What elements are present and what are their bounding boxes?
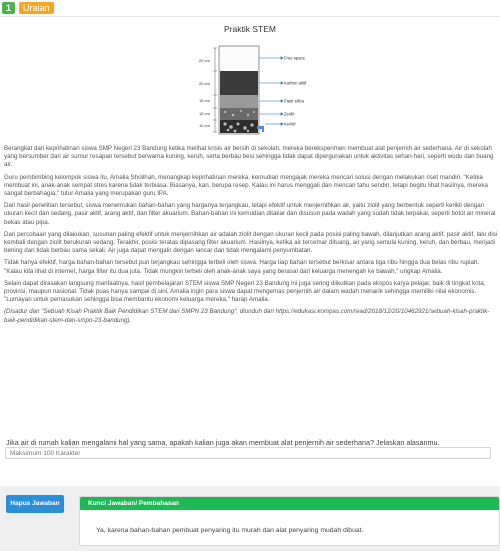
article-source: (Disadur dan "Sebuah Kisah Praktik Baik Pendidikan STEM dari SMPN 23 Bandung", diunduh dari https://edukasi.kompas.com/read/2018/12/20/10462921/sebuah-kisah-praktik-baik-pendidikan-stem-dan-smpn-23-bandung). [4, 308, 490, 324]
question-number-badge: 1 [2, 2, 15, 14]
dimension-label: 20 cm [199, 81, 210, 86]
question-header [0, 0, 500, 17]
layer-label: Free space [284, 55, 305, 61]
article-paragraph: Guru pembimbing kelompok siswa itu, Amalia Sholihah, menangkap keprihatinan mereka, kemudian mengajak mereka mencari solusi dengan melakukan riset mandiri. "Ketika membuat ini, anak-anak sempat stres karena tidak terbiasa. Biasanya, kan, berupa resep. Kalau ini harus menggali dan mencari tahu sendiri, tetapi begitu lihat hasilnya, mereka sangat berbahagia," tutur Amalia yang merupakan guru IPA. [4, 173, 488, 198]
key-answer-box [79, 496, 500, 546]
water-filter-diagram [185, 38, 320, 138]
question-prompt: Jika air di rumah kalian mengalami hal yang sama, apakah kalian juga akan membuat alat penjernih air sederhana? Jelaskan alasanmu. [6, 438, 440, 447]
figure-title: Praktik STEM [224, 24, 276, 34]
dimension-label: 10 cm [199, 123, 210, 128]
zeolite-layer [220, 108, 258, 120]
layer-label: Karbon aktif [284, 80, 307, 86]
layer-label: Kerikil [284, 121, 296, 127]
silica-layer [220, 95, 258, 108]
key-answer-title: Kunci Jawaban/ Pembahasan [80, 497, 499, 510]
question-type-badge: Uraian [19, 2, 54, 14]
article-paragraph: Dari hasil penelitian tersebut, siswa menemukan bahan-bahan yang harganya terjangkau, tetapi efektif untuk menjernihkan air, yaitu ziolit yang berbentuk seperti kerikil dengan ukuran kecil dan sedang, pasir aktif, arang aktif, dan filter akuarium. Bahan-bahan ini kemudian ditakar dan disusun pada wadah yang sudah tidak terpakai, seperti botol air mineral bekas atau pipa. [4, 202, 496, 226]
key-answer-text: Ya, karena bahan-bahan pembuat penyaring itu murah dan alat penyaring mudah dibuat. [96, 527, 364, 534]
answer-input[interactable] [5, 447, 491, 459]
article-paragraph: Dari percobaan yang dilakukan, susunan paling efektif untuk menjernihkan air adalah ziolit dengan ukuran kecil pada posisi paling bawah, dilanjutkan arang aktif, pasir aktif, lalu disi kembali dengan ziolit berukuran sedang. Terakhir, posisi teratas dipasang filter akuarium. Hasilnya, ketika air tercemar dituang, air yang semula kuning, keruh, dan berbau, menjadi bening dan tidak berbau sama sekali. Air juga dapat mengalir dengan lancar dan tidak mengalami penyumbatan. [4, 230, 498, 255]
free-space-layer [220, 47, 258, 71]
layer-label: Zeolit [284, 111, 295, 117]
layer-label: Pasir silica [284, 98, 305, 104]
dimension-label: 20 cm [199, 58, 210, 63]
dimension-label: 15 cm [199, 98, 210, 103]
dimension-label: 15 cm [199, 111, 210, 116]
delete-answer-button[interactable]: Hapus Jawaban [6, 495, 64, 513]
article-paragraph: Selain dapat dirasakan langsung manfaatnya, hasil pembelajaran STEM siswa SMP Negeri 23 Bandung ini juga sering diikutkan pada ekspos karya pelajar, baik di tingkat kota, provinsi, maupun nasional. Tidak puas hanya sampai di sini, Amalia ingin para siswa dapat mengemas penjernih air dalam wadah menarik sehingga memiliki nilai ekonomis. "Lumayan untuk pemasukan sehingga bisa membantu ekonomi keluarga mereka," harap Amalia. [4, 279, 486, 304]
article-text [4, 145, 498, 329]
carbon-layer [220, 71, 258, 95]
article-paragraph: Berangkat dari keprihatinan siswa SMP Negeri 23 Bandung ketika melihat krisis air bersih di sekolah, mereka bereksperimen membuat alat penjernih air sederhana. Air di sekolah yang bersumber dari air sumur resapan tersebut berwarna kuning, keruh, serta berbau besi sehingga tidak dapat dipergunakan untuk aktivitas sehari-hari, seperti wudu dan buang air. [4, 145, 494, 169]
article-paragraph: Tidak hanya efektif, harga bahan-bahan tersebut pun terjangkau sehingga terbeli oleh siswa. Harga tiap bahan tersebut berkisar antara tiga ribu hingga dua belas ribu rupiah. "Kalau kita lihat di internet, harga filter itu dua juta. Tidak mungkin terbeli oleh anak-anak saya yang berasal dari keluarga menengah ke bawah," ungkap Amalia. [4, 259, 480, 275]
